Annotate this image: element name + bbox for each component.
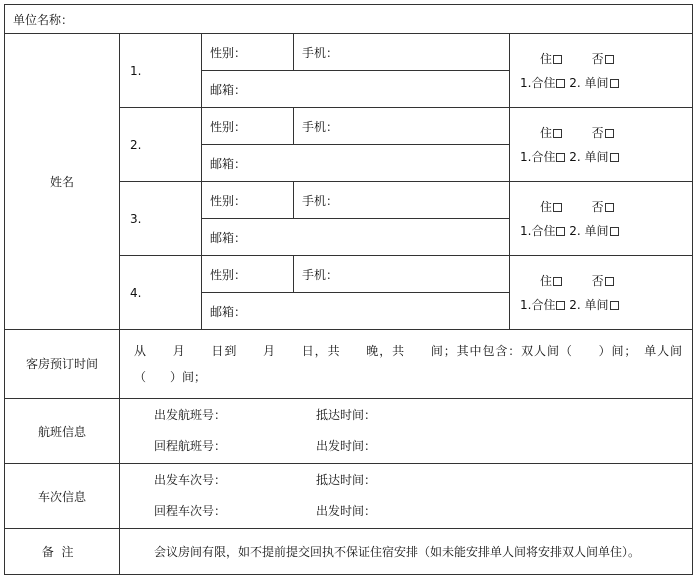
guest-number: 3. xyxy=(130,211,142,226)
remarks-field xyxy=(120,529,693,575)
accommodation-cell xyxy=(510,256,693,330)
no-stay-option[interactable]: 否 xyxy=(592,274,614,288)
booking-row xyxy=(5,330,693,399)
remarks-row xyxy=(5,529,693,575)
depart-flight-label: 出发航班号： xyxy=(154,408,227,422)
arrive-time-label: 抵达时间： xyxy=(316,408,377,422)
depart-time-label: 出发时间： xyxy=(316,439,377,453)
checkbox-icon[interactable] xyxy=(605,129,614,138)
phone-field[interactable] xyxy=(294,182,510,219)
stay-option[interactable]: 住 xyxy=(540,52,562,66)
email-field[interactable] xyxy=(202,219,510,256)
single-room-option[interactable]: 2. 单间 xyxy=(569,150,618,164)
guest-number-cell[interactable] xyxy=(120,34,202,108)
stay-option[interactable]: 住 xyxy=(540,274,562,288)
guest-number: 4. xyxy=(130,285,142,300)
checkbox-icon[interactable] xyxy=(610,153,619,162)
phone-label: 手机： xyxy=(302,193,339,208)
checkbox-icon[interactable] xyxy=(553,277,562,286)
checkbox-icon[interactable] xyxy=(553,129,562,138)
email-field[interactable] xyxy=(202,293,510,330)
gender-field[interactable] xyxy=(202,182,294,219)
booking-field[interactable] xyxy=(120,330,693,399)
stay-option[interactable]: 住 xyxy=(540,126,562,140)
gender-label: 性别： xyxy=(210,267,247,282)
share-room-option[interactable]: 1.合住 xyxy=(520,224,565,238)
accommodation-cell xyxy=(510,108,693,182)
checkbox-icon[interactable] xyxy=(610,227,619,236)
email-label: 邮箱： xyxy=(210,82,247,97)
checkbox-icon[interactable] xyxy=(553,203,562,212)
phone-label: 手机： xyxy=(302,267,339,282)
flight-field[interactable] xyxy=(120,399,693,464)
checkbox-icon[interactable] xyxy=(605,203,614,212)
booking-label: 客房预订时间 xyxy=(25,357,98,371)
remarks-label-cell xyxy=(5,529,120,575)
guest-number: 1. xyxy=(130,63,142,78)
train-label: 车次信息 xyxy=(37,489,86,504)
accommodation-cell xyxy=(510,182,693,256)
booking-text: 从 月 日到 月 日，共 晚，共 间；其中包含：双人间（ ）间； 单人间（ ）间； xyxy=(134,344,683,384)
share-room-option[interactable]: 1.合住 xyxy=(520,76,565,90)
phone-label: 手机： xyxy=(302,45,339,60)
single-room-option[interactable]: 2. 单间 xyxy=(569,76,618,90)
checkbox-icon[interactable] xyxy=(610,79,619,88)
booking-label-cell xyxy=(5,330,120,399)
return-flight-label: 回程航班号： xyxy=(154,439,227,453)
no-stay-option[interactable]: 否 xyxy=(592,52,614,66)
share-room-option[interactable]: 1.合住 xyxy=(520,298,565,312)
flight-label-cell xyxy=(5,399,120,464)
single-room-option[interactable]: 2. 单间 xyxy=(569,224,618,238)
gender-field[interactable] xyxy=(202,108,294,145)
guest-number-cell[interactable] xyxy=(120,182,202,256)
depart-train-label: 出发车次号： xyxy=(154,473,227,487)
name-label: 姓名 xyxy=(49,175,74,189)
email-label: 邮箱： xyxy=(210,304,247,319)
remarks-label: 备 注 xyxy=(41,545,74,559)
unit-name-label: 单位名称： xyxy=(13,12,74,27)
phone-field[interactable] xyxy=(294,108,510,145)
train-label-cell xyxy=(5,464,120,529)
arrive-time-label: 抵达时间： xyxy=(316,473,377,487)
share-room-option[interactable]: 1.合住 xyxy=(520,150,565,164)
flight-label: 航班信息 xyxy=(37,424,86,439)
checkbox-icon[interactable] xyxy=(605,277,614,286)
gender-label: 性别： xyxy=(210,119,247,134)
unit-name-row xyxy=(5,5,693,34)
email-field[interactable] xyxy=(202,145,510,182)
name-label-cell xyxy=(5,34,120,330)
remarks-text: 会议房间有限，如不提前提交回执不保证住宿安排（如未能安排单人间将安排双人间单住）。 xyxy=(154,545,641,559)
gender-label: 性别： xyxy=(210,193,247,208)
no-stay-option[interactable]: 否 xyxy=(592,126,614,140)
train-row xyxy=(5,464,693,529)
unit-name-field[interactable] xyxy=(5,5,693,34)
checkbox-icon[interactable] xyxy=(610,301,619,310)
accommodation-cell xyxy=(510,34,693,108)
flight-row xyxy=(5,399,693,464)
guest-number-cell[interactable] xyxy=(120,108,202,182)
email-label: 邮箱： xyxy=(210,230,247,245)
train-field[interactable] xyxy=(120,464,693,529)
form-table xyxy=(4,4,693,575)
stay-option[interactable]: 住 xyxy=(540,200,562,214)
return-train-label: 回程车次号： xyxy=(154,504,227,518)
checkbox-icon[interactable] xyxy=(553,55,562,64)
guest-row xyxy=(5,34,693,71)
email-field[interactable] xyxy=(202,71,510,108)
email-label: 邮箱： xyxy=(210,156,247,171)
gender-label: 性别： xyxy=(210,45,247,60)
phone-field[interactable] xyxy=(294,256,510,293)
single-room-option[interactable]: 2. 单间 xyxy=(569,298,618,312)
guest-number-cell[interactable] xyxy=(120,256,202,330)
checkbox-icon[interactable] xyxy=(556,153,565,162)
phone-field[interactable] xyxy=(294,34,510,71)
depart-time-label: 出发时间： xyxy=(316,504,377,518)
checkbox-icon[interactable] xyxy=(556,79,565,88)
checkbox-icon[interactable] xyxy=(556,301,565,310)
checkbox-icon[interactable] xyxy=(556,227,565,236)
gender-field[interactable] xyxy=(202,256,294,293)
phone-label: 手机： xyxy=(302,119,339,134)
checkbox-icon[interactable] xyxy=(605,55,614,64)
no-stay-option[interactable]: 否 xyxy=(592,200,614,214)
guest-number: 2. xyxy=(130,137,142,152)
gender-field[interactable] xyxy=(202,34,294,71)
